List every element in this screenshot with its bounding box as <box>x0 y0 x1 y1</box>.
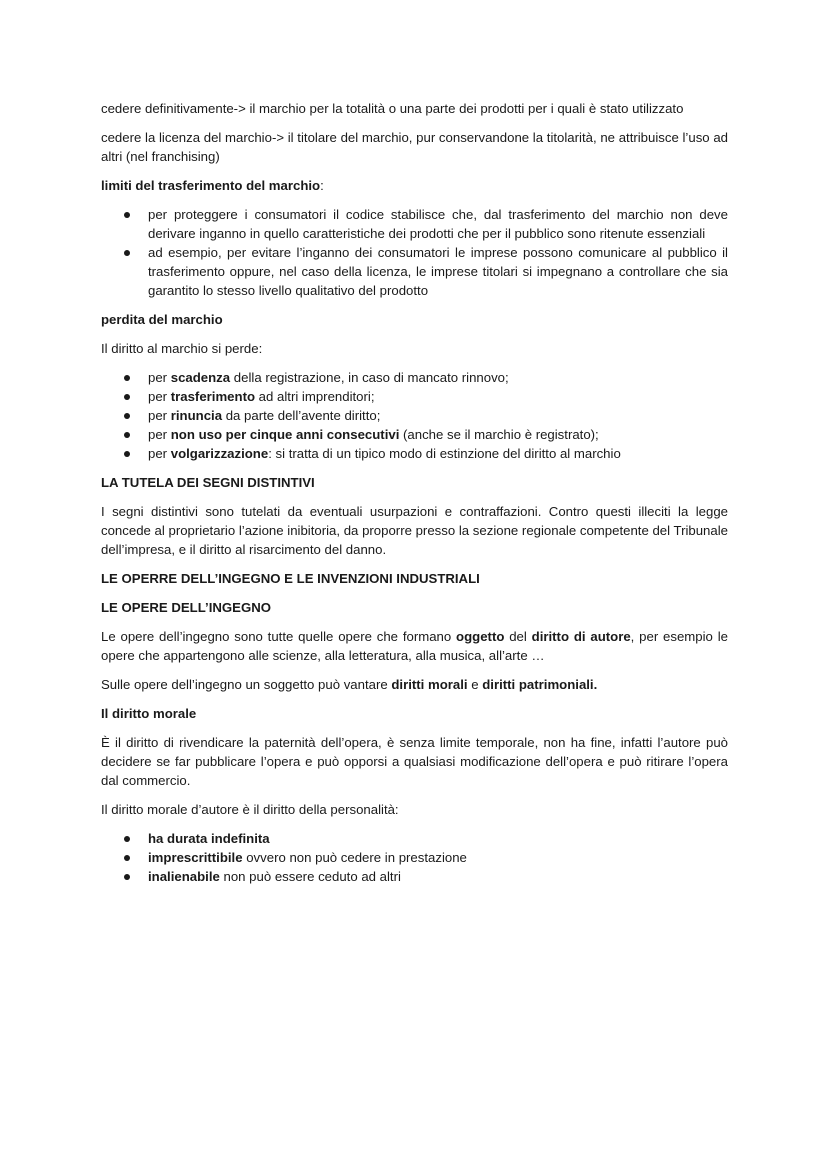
perdita-heading: perdita del marchio <box>101 312 223 327</box>
bullet-icon <box>124 836 130 842</box>
list-item <box>101 444 728 463</box>
list-item <box>101 867 728 886</box>
bullet-icon <box>124 375 130 381</box>
opere-text-2: del <box>504 629 532 644</box>
morale-list <box>101 829 728 886</box>
paragraph-cedere-definitivamente: cedere definitivamente-> il marchio per la totalità o una parte dei prodotti per i quali è stato utilizzato <box>101 101 684 116</box>
opere-invenzioni-heading: LE OPERRE DELL’INGEGNO E LE INVENZIONI INDUSTRIALI <box>101 571 480 586</box>
list-item-bold: ha durata indefinita <box>148 831 270 846</box>
list-item-post: (anche se il marchio è registrato); <box>399 427 599 442</box>
list-item-bold: trasferimento <box>170 389 256 404</box>
document-page <box>101 99 728 896</box>
limiti-heading: limiti del trasferimento del marchio <box>101 178 321 193</box>
bullet-icon <box>124 250 130 256</box>
list-item-text: ad esempio, per evitare l’inganno dei consumatori le imprese possono comunicare al pubblico il trasferimento oppure, nel caso della licenza, le imprese titolari si impegnano a controllare che sia garantito lo stesso livello qualitativo del prodotto <box>148 245 728 298</box>
list-item-bold: inalienabile <box>148 869 220 884</box>
limiti-colon: : <box>320 178 324 193</box>
list-item <box>101 406 728 425</box>
opere-text-3: , per esempio le opere che appartengono alle scienze, alla letteratura, alla musica, all’arte … <box>101 629 728 663</box>
bullet-icon <box>124 394 130 400</box>
tutela-heading: LA TUTELA DEI SEGNI DISTINTIVI <box>101 475 315 490</box>
bullet-icon <box>124 413 130 419</box>
list-item <box>101 387 728 406</box>
list-item <box>101 829 728 848</box>
bullet-icon <box>124 432 130 438</box>
list-item-post: ad altri imprenditori; <box>255 389 375 404</box>
sulle-text-1: Sulle opere dell’ingegno un soggetto può vantare <box>101 677 392 692</box>
limiti-heading-line <box>101 176 728 195</box>
sulle-bold-2: diritti patrimoniali. <box>482 677 598 692</box>
list-item <box>101 368 728 387</box>
list-item-post: della registrazione, in caso di mancato rinnovo; <box>230 370 509 385</box>
opere-bold-1: oggetto <box>456 629 505 644</box>
opere-text-1: Le opere dell’ingegno sono tutte quelle opere che formano <box>101 629 457 644</box>
list-item-pre: per <box>148 408 171 423</box>
paragraph-cedere-licenza: cedere la licenza del marchio-> il titolare del marchio, pur conservandone la titolarità, ne attribuisce l’uso ad altri (nel franchising) <box>101 130 728 164</box>
sulle-text <box>101 675 728 694</box>
list-item-pre: per <box>148 370 171 385</box>
list-item-post: non può essere ceduto ad altri <box>219 869 401 884</box>
perdita-list <box>101 368 728 463</box>
morale-text: È il diritto di rivendicare la paternità dell’opera, è senza limite temporale, non ha fine, infatti l’autore può decidere se far pubblicare l’opera e può opporsi a qualsiasi modificazione dell’opera e può ritirare l’opera dal commercio. <box>101 735 728 788</box>
list-item-bold: volgarizzazione <box>170 446 269 461</box>
sulle-text-2: e <box>467 677 483 692</box>
list-item-pre: per <box>148 389 171 404</box>
perdita-intro: Il diritto al marchio si perde: <box>101 341 263 356</box>
bullet-icon <box>124 451 130 457</box>
opere-heading: LE OPERE DELL’INGEGNO <box>101 600 271 615</box>
bullet-icon <box>124 855 130 861</box>
sulle-bold-1: diritti morali <box>391 677 468 692</box>
morale-heading: Il diritto morale <box>101 706 197 721</box>
list-item <box>101 425 728 444</box>
tutela-text: I segni distintivi sono tutelati da eventuali usurpazioni e contraffazioni. Contro questi illeciti la legge concede al proprietario l’azione inibitoria, da proporre presso la sezione regionale competente del Tribunale dell’impresa, e il diritto al risarcimento del danno. <box>101 504 728 557</box>
opere-text <box>101 627 728 665</box>
list-item-bold: imprescrittibile <box>148 850 243 865</box>
opere-bold-2: diritto di autore <box>531 629 631 644</box>
list-item <box>101 243 728 300</box>
list-item-pre: per <box>148 427 171 442</box>
list-item-post: ovvero non può cedere in prestazione <box>242 850 467 865</box>
list-item-pre: per <box>148 446 171 461</box>
list-item-text: per proteggere i consumatori il codice stabilisce che, dal trasferimento del marchio non deve derivare inganno in quello caratteristiche dei prodotti che per il pubblico sono ritenute essenziali <box>148 207 728 241</box>
list-item <box>101 205 728 243</box>
list-item-bold: rinuncia <box>170 408 223 423</box>
limiti-list <box>101 205 728 300</box>
list-item <box>101 848 728 867</box>
list-item-bold: scadenza <box>170 370 231 385</box>
bullet-icon <box>124 212 130 218</box>
morale-intro: Il diritto morale d’autore è il diritto della personalità: <box>101 802 399 817</box>
list-item-post: da parte dell’avente diritto; <box>222 408 381 423</box>
list-item-bold: non uso per cinque anni consecutivi <box>170 427 400 442</box>
bullet-icon <box>124 874 130 880</box>
list-item-post: : si tratta di un tipico modo di estinzione del diritto al marchio <box>268 446 621 461</box>
